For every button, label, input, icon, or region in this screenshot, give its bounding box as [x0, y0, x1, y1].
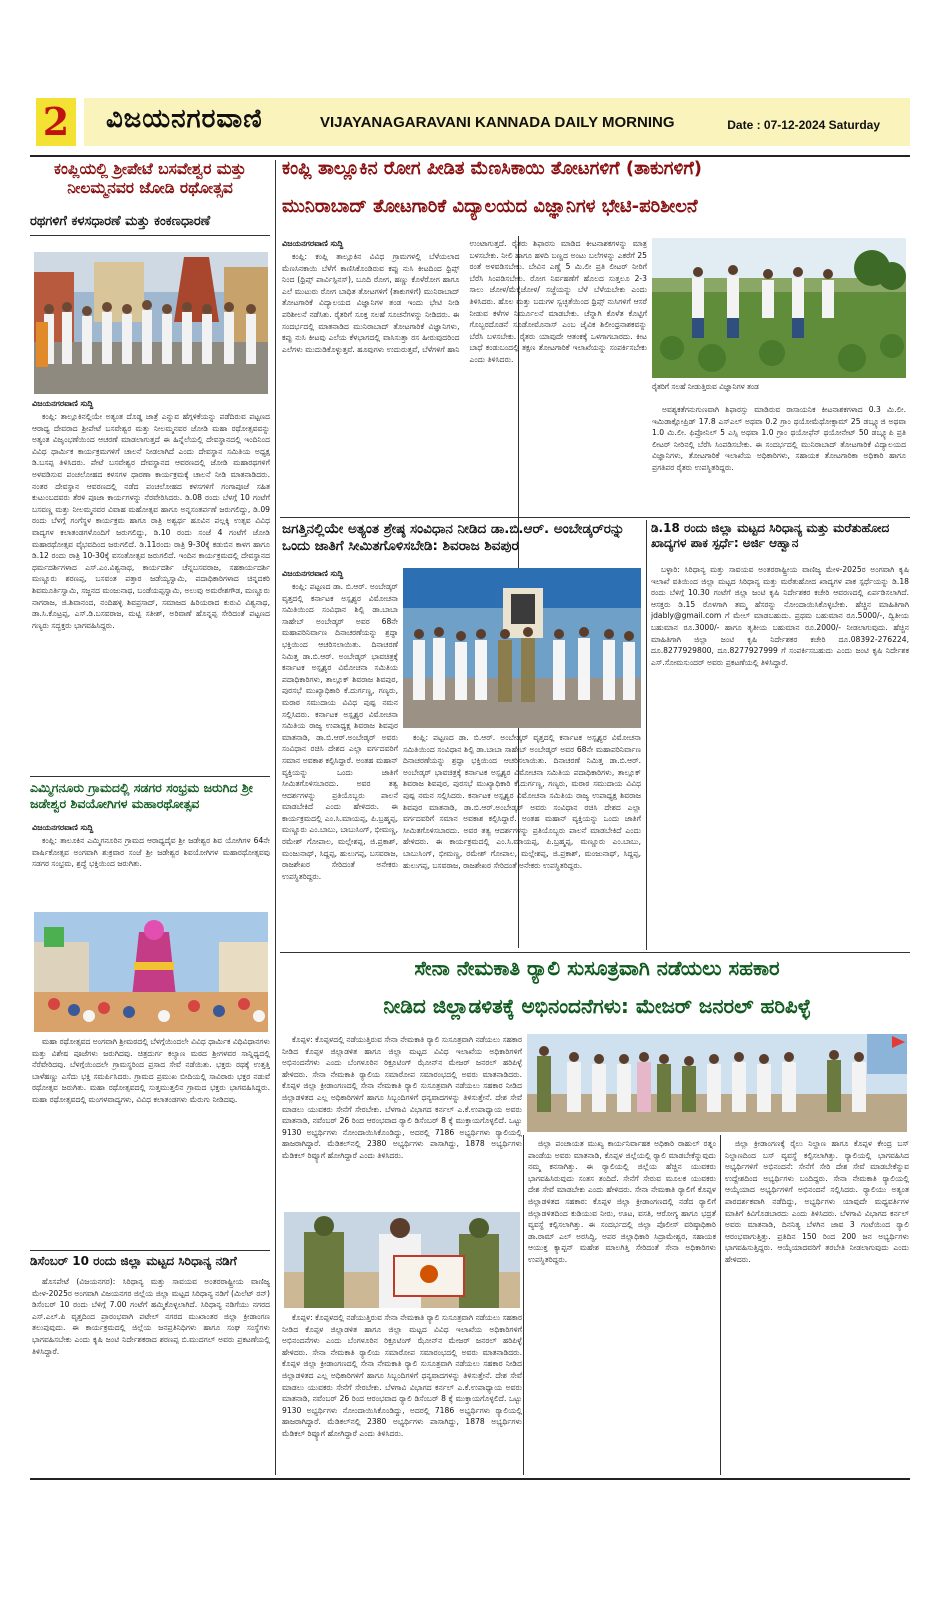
masthead-title-kannada: ವಿಜಯನಗರವಾಣಿ — [106, 104, 263, 134]
story7-body-right-block — [725, 1138, 909, 1474]
story1-headline: ಕಂಪ್ಲಿಯಲ್ಲಿ ಶ್ರೀಪೇಟೆ ಬಸವೇಶ್ವರ ಮತ್ತು ನೀಲಮ್ಮನವರ ಜೋಡಿ ರಥೋತ್ಸವ — [54, 160, 246, 198]
story7-headline-line2: ನೀಡಿದ ಜಿಲ್ಲಾಡಳಿತಕ್ಕೆ ಅಭಿನಂದನೆಗಳು: ಮೇಜರ್ ಜನರಲ್ ಹರಿಪಿಳ್ಳೆ — [383, 994, 811, 1018]
story4-photo-chilli-field — [652, 238, 906, 378]
story4-body-right-block — [652, 404, 906, 514]
story3-headline: ಡಿಸೆಂಬರ್ 10 ರಂದು ಜಿಲ್ಲಾ ಮಟ್ಟದ ಸಿರಿಧಾನ್ಯ ನಡಿಗೆ — [30, 1254, 237, 1268]
story5-body-continued: ಕಂಪ್ಲಿ: ಪಟ್ಟಣದ ಡಾ. ಬಿ.ಆರ್. ಅಂಬೇಡ್ಕರ್ ವೃತ್ತದಲ್ಲಿ ಕರ್ನಾಟಕ ಅಸ್ಪೃಶ್ಯರ ವಿಮೋಚನಾ ಸಮಿತಿಯಿಂದ ಸಂವಿಧಾನ ಶಿಲ್ಪಿ ಡಾ.ಬಾಬಾ ಸಾಹೇಬ್ ಅಂಬೇಡ್ಕರ್ ಅವರ 68ನೇ ಮಹಾಪರಿನಿರ್ವಾಣ ದಿನಾಚರಣೆಯನ್ನು ಶ್ರದ್ಧಾ ಭಕ್ತಿಯಿಂದ ಆಚರಿಸಲಾಯಿತು. ದಿನಾಚರಣೆ ನಿಮಿತ್ತ ಡಾ.ಬಿ.ಆರ್. ಅಂಬೇಡ್ಕರ್ ಭಾವಚಿತ್ರಕ್ಕೆ ಕರ್ನಾಟಕ ಅಸ್ಪೃಶ್ಯರ ವಿಮೋಚನಾ ಸಮಿತಿಯ ಪದಾಧಿಕಾರಿಗಳು, ತಾಲ್ಲೂಕ್ ಶಿವರಾಜ ಶಿವಪುರ, ಪುರಸಭೆ ಮುಖ್ಯಾಧಿಕಾರಿ ಕೆ.ದುರ್ಗಣ್ಣ, ಗಣ್ಯರು, ಮರಾಠ ಸಮುದಾಯ ವಿವಿಧ ಪುಷ್ಪ ನಮನ ಸಲ್ಲಿಸಿದರು. ಕರ್ನಾಟಕ ಅಸ್ಪೃಶ್ಯರ ವಿಮೋಚನಾ ಸಮಿತಿಯ ರಾಜ್ಯ ಉಪಾಧ್ಯಕ್ಷ ಶಿವರಾಜ ಶಿವಪುರ ಮಾತನಾಡಿ, ಡಾ.ಬಿ.ಆರ್.ಅಂಬೇಡ್ಕರ್ ಅವರು ಸಂವಿಧಾನ ರಚಿಸಿ ದೇಶದ ಎಲ್ಲಾ ವರ್ಗದವರಿಗೆ ಸಮಾನ ಅವಕಾಶ ಕಲ್ಪಿಸಿದ್ದಾರೆ. ಅಂತಹ ಮಹಾನ್ ವ್ಯಕ್ತಿಯನ್ನು ಒಂದು ಜಾತಿಗೆ ಸೀಮಿತಗೊಳಿಸಬಾರದು. ಅವರ ತತ್ವ ಆದರ್ಶಗಳನ್ನು ಪ್ರತಿಯೊಬ್ಬರು ಪಾಲನೆ ಮಾಡಬೇಕಿದೆ ಎಂದು ಹೇಳಿದರು. ಈ ಕಾರ್ಯಕ್ರಮದಲ್ಲಿ ಎಂ.ಸಿ.ಮಾಯಪ್ಪ, ಪಿ.ಬ್ರಹ್ಮಪ್ಪ, ಮಣ್ಣೂರು ಎಂ.ಬಾಬು, ಬಾಬುಸಿಂಗ್, ಭೀಮಣ್ಣ, ರಮೇಶ್ ಗೋಪಾಲ, ಮಲ್ಲೇಶಪ್ಪ, ಜಿ.ಪ್ರಕಾಶ್, ಮಂಜುನಾಥ್, ಸಿದ್ದಪ್ಪ, ಹುಲುಗಪ್ಪ, ಬಸವರಾಜ, ರಾಜಶೇಖರ ಸೇರಿದಂತೆ ಅನೇಕರು ಉಪಸ್ಥಿತರಿದ್ದರು. — [403, 733, 641, 870]
story-divider — [280, 517, 910, 518]
story-divider — [280, 952, 910, 953]
masthead-title-english: VIJAYANAGARAVANI KANNADA DAILY MORNING — [320, 114, 675, 131]
page-bottom-rule — [30, 1478, 910, 1480]
story7-body-block — [282, 1034, 522, 1208]
masthead-rule — [30, 155, 910, 157]
story7-headline-line1: ಸೇನಾ ನೇಮಕಾತಿ ರ್‍ಯಾಲಿ ಸುಸೂತ್ರವಾಗಿ ನಡೆಯಲು ಸಹಕಾರ — [414, 956, 780, 980]
story5-body-left-block — [282, 568, 398, 948]
column-divider — [275, 160, 276, 1475]
column-divider — [720, 1135, 721, 1475]
story-divider — [30, 776, 270, 777]
story-divider — [30, 1250, 270, 1251]
story4-photo-caption: ರೈತರಿಗೆ ಸಲಹೆ ನೀಡುತ್ತಿರುವ ವಿಜ್ಞಾನಿಗಳ ತಂಡ — [652, 382, 759, 391]
story5-body: ಕಂಪ್ಲಿ: ಪಟ್ಟಣದ ಡಾ. ಬಿ.ಆರ್. ಅಂಬೇಡ್ಕರ್ ವೃತ್ತದಲ್ಲಿ ಕರ್ನಾಟಕ ಅಸ್ಪೃಶ್ಯರ ವಿಮೋಚನಾ ಸಮಿತಿಯಿಂದ ಸಂವಿಧಾನ ಶಿಲ್ಪಿ ಡಾ.ಬಾಬಾ ಸಾಹೇಬ್ ಅಂಬೇಡ್ಕರ್ ಅವರ 68ನೇ ಮಹಾಪರಿನಿರ್ವಾಣ ದಿನಾಚರಣೆಯನ್ನು ಶ್ರದ್ಧಾ ಭಕ್ತಿಯಿಂದ ಆಚರಿಸಲಾಯಿತು. ದಿನಾಚರಣೆ ನಿಮಿತ್ತ ಡಾ.ಬಿ.ಆರ್. ಅಂಬೇಡ್ಕರ್ ಭಾವಚಿತ್ರಕ್ಕೆ ಕರ್ನಾಟಕ ಅಸ್ಪೃಶ್ಯರ ವಿಮೋಚನಾ ಸಮಿತಿಯ ಪದಾಧಿಕಾರಿಗಳು, ತಾಲ್ಲೂಕ್ ಶಿವರಾಜ ಶಿವಪುರ, ಪುರಸಭೆ ಮುಖ್ಯಾಧಿಕಾರಿ ಕೆ.ದುರ್ಗಣ್ಣ, ಗಣ್ಯರು, ಮರಾಠ ಸಮುದಾಯ ವಿವಿಧ ಪುಷ್ಪ ನಮನ ಸಲ್ಲಿಸಿದರು. ಕರ್ನಾಟಕ ಅಸ್ಪೃಶ್ಯರ ವಿಮೋಚನಾ ಸಮಿತಿಯ ರಾಜ್ಯ ಉಪಾಧ್ಯಕ್ಷ ಶಿವರಾಜ ಶಿವಪುರ ಮಾತನಾಡಿ, ಡಾ.ಬಿ.ಆರ್.ಅಂಬೇಡ್ಕರ್ ಅವರು ಸಂವಿಧಾನ ರಚಿಸಿ ದೇಶದ ಎಲ್ಲಾ ವರ್ಗದವರಿಗೆ ಸಮಾನ ಅವಕಾಶ ಕಲ್ಪಿಸಿದ್ದಾರೆ. ಅಂತಹ ಮಹಾನ್ ವ್ಯಕ್ತಿಯನ್ನು ಒಂದು ಜಾತಿಗೆ ಸೀಮಿತಗೊಳಿಸಬಾರದು. ಅವರ ತತ್ವ ಆದರ್ಶಗಳನ್ನು ಪ್ರತಿಯೊಬ್ಬರು ಪಾಲನೆ ಮಾಡಬೇಕಿದೆ ಎಂದು ಹೇಳಿದರು. ಈ ಕಾರ್ಯಕ್ರಮದಲ್ಲಿ ಎಂ.ಸಿ.ಮಾಯಪ್ಪ, ಪಿ.ಬ್ರಹ್ಮಪ್ಪ, ಮಣ್ಣೂರು ಎಂ.ಬಾಬು, ಬಾಬುಸಿಂಗ್, ಭೀಮಣ್ಣ, ರಮೇಶ್ ಗೋಪಾಲ, ಮಲ್ಲೇಶಪ್ಪ, ಜಿ.ಪ್ರಕಾಶ್, ಮಂಜುನಾಥ್, ಸಿದ್ದಪ್ಪ, ಹುಲುಗಪ್ಪ, ಬಸವರಾಜ, ರಾಜಶೇಖರ ಸೇರಿದಂತೆ ಅನೇಕರು ಉಪಸ್ಥಿತರಿದ್ದರು. — [282, 582, 398, 881]
story7-body: ಕೊಪ್ಪಳ: ಕೊಪ್ಪಳದಲ್ಲಿ ನಡೆಯುತ್ತಿರುವ ಸೇನಾ ನೇಮಕಾತಿ ರ್‍ಯಾಲಿ ಸುಸೂತ್ರವಾಗಿ ನಡೆಯಲು ಸಹಕಾರ ನೀಡಿದ ಕೊಪ್ಪಳ ಜಿಲ್ಲಾಡಳಿತ ಹಾಗೂ ಜಿಲ್ಲಾ ಮಟ್ಟದ ವಿವಿಧ ಇಲಾಖೆಯ ಅಧಿಕಾರಿಗಳಿಗೆ ಅಭಿನಂದನೆಗಳು ಎಂದು ಬೆಂಗಳೂರಿನ ರಿಕ್ರೂಟಿಂಗ್ ಝೋನ್‌ನ ಮೇಜರ್ ಜನರಲ್ ಹರಿಪಿಳ್ಳೆ ಹೇಳಿದರು. ಸೇನಾ ನೇಮಕಾತಿ ರ್‍ಯಾಲಿಯ ಸಮಾರೋಪ ಸಮಾರಂಭದಲ್ಲಿ ಅವರು ಮಾತನಾಡಿದರು. ಕೊಪ್ಪಳ ಜಿಲ್ಲಾ ಕ್ರೀಡಾಂಗಣದಲ್ಲಿ ಸೇನಾ ನೇಮಕಾತಿ ರ್‍ಯಾಲಿ ಸುಸೂತ್ರವಾಗಿ ನಡೆಯಲು ಸಹಕಾರ ನೀಡಿದ ಜಿಲ್ಲಾಡಳಿತದ ಎಲ್ಲ ಅಧಿಕಾರಿಗಳಿಗೆ ಹಾಗೂ ಸಿಬ್ಬಂದಿಗಳಿಗೆ ಧನ್ಯವಾದಗಳನ್ನು ತಿಳಿಸುತ್ತೇನೆ. ದೇಶ ಸೇವೆ ಮಾಡಲು ಯುವಕರು ಸೇನೆಗೆ ಸೇರಬೇಕು. ಬೆಳಗಾವಿ ವಿಭಾಗದ ಕರ್ನಲ್ ಎ.ಕೆ.ಉಪಾಧ್ಯಾಯ ಅವರು ಮಾತನಾಡಿ, ನವೆಂಬರ್ 26 ರಿಂದ ಆರಂಭವಾದ ರ್‍ಯಾಲಿ ಡಿಸೆಂಬರ್ 8 ಕ್ಕೆ ಮುಕ್ತಾಯಗೊಳ್ಳಲಿದೆ. ಒಟ್ಟು 9130 ಅಭ್ಯರ್ಥಿಗಳು ನೋಂದಾಯಿಸಿಕೊಂಡಿದ್ದು, ಅದರಲ್ಲಿ 7186 ಅಭ್ಯರ್ಥಿಗಳು ರ್‍ಯಾಲಿಯಲ್ಲಿ ಹಾಜರಾಗಿದ್ದಾರೆ. ಮೆಡಿಕಲ್‌ನಲ್ಲಿ 2380 ಅಭ್ಯರ್ಥಿಗಳು ಪಾಸಾಗಿದ್ದು, 1878 ಅಭ್ಯರ್ಥಿಗಳು ಮೆಡಿಕಲ್ ರಿವ್ಯೂಗೆ ಹೋಗಿದ್ದಾರೆ ಎಂದು ತಿಳಿಸಿದರು. — [282, 1035, 522, 1160]
story2-headline: ಎಮ್ಮಿಗನೂರು ಗ್ರಾಮದಲ್ಲಿ ಸಡಗರ ಸಂಭ್ರಮ ಜರುಗಿದ ಶ್ರೀ ಜಡೇಶ್ವರ ಶಿವಯೋಗಿಗಳ ಮಹಾರಥೋತ್ಸವ — [30, 780, 253, 811]
story3-body-block — [32, 1276, 270, 1474]
story5-photo-tribute — [403, 568, 641, 728]
story6-body-block — [651, 564, 909, 948]
story1-photo-chariot-ceremony — [34, 252, 268, 394]
story2-body: ಕಂಪ್ಲಿ: ತಾಲೂಕಿನ ಎಮ್ಮಿಗನೂರಿನ ಗ್ರಾಮದ ಆರಾಧ್ಯದೈವ ಶ್ರೀ ಜಡೇಶ್ವರ ಶಿವ ಯೋಗಿಗಳ 64ನೇ ವಾರ್ಷಿಕೋತ್ಸವ ಅಂಗವಾಗಿ ಶುಕ್ರವಾರ ಸಂಜೆ ಶ್ರೀ ಜಡೇಶ್ವರ ಶಿವಯೋಗಿಗಳ ಮಹಾರಥೋತ್ಸವವು ಸಡಗರ ಸಂಭ್ರಮ, ಶ್ರದ್ಧೆ ಭಕ್ತಿಯಿಂದ ಜರುಗಿತು. — [32, 836, 270, 869]
masthead-date: Date : 07-12-2024 Saturday — [727, 118, 880, 132]
story5-body-right-block — [403, 732, 641, 948]
story2-body-block — [32, 822, 270, 906]
story7-body-continued: ಕೊಪ್ಪಳ: ಕೊಪ್ಪಳದಲ್ಲಿ ನಡೆಯುತ್ತಿರುವ ಸೇನಾ ನೇಮಕಾತಿ ರ್‍ಯಾಲಿ ಸುಸೂತ್ರವಾಗಿ ನಡೆಯಲು ಸಹಕಾರ ನೀಡಿದ ಕೊಪ್ಪಳ ಜಿಲ್ಲಾಡಳಿತ ಹಾಗೂ ಜಿಲ್ಲಾ ಮಟ್ಟದ ವಿವಿಧ ಇಲಾಖೆಯ ಅಧಿಕಾರಿಗಳಿಗೆ ಅಭಿನಂದನೆಗಳು ಎಂದು ಬೆಂಗಳೂರಿನ ರಿಕ್ರೂಟಿಂಗ್ ಝೋನ್‌ನ ಮೇಜರ್ ಜನರಲ್ ಹರಿಪಿಳ್ಳೆ ಹೇಳಿದರು. ಸೇನಾ ನೇಮಕಾತಿ ರ್‍ಯಾಲಿಯ ಸಮಾರೋಪ ಸಮಾರಂಭದಲ್ಲಿ ಅವರು ಮಾತನಾಡಿದರು. ಕೊಪ್ಪಳ ಜಿಲ್ಲಾ ಕ್ರೀಡಾಂಗಣದಲ್ಲಿ ಸೇನಾ ನೇಮಕಾತಿ ರ್‍ಯಾಲಿ ಸುಸೂತ್ರವಾಗಿ ನಡೆಯಲು ಸಹಕಾರ ನೀಡಿದ ಜಿಲ್ಲಾಡಳಿತದ ಎಲ್ಲ ಅಧಿಕಾರಿಗಳಿಗೆ ಹಾಗೂ ಸಿಬ್ಬಂದಿಗಳಿಗೆ ಧನ್ಯವಾದಗಳನ್ನು ತಿಳಿಸುತ್ತೇನೆ. ದೇಶ ಸೇವೆ ಮಾಡಲು ಯುವಕರು ಸೇನೆಗೆ ಸೇರಬೇಕು. ಬೆಳಗಾವಿ ವಿಭಾಗದ ಕರ್ನಲ್ ಎ.ಕೆ.ಉಪಾಧ್ಯಾಯ ಅವರು ಮಾತನಾಡಿ, ನವೆಂಬರ್ 26 ರಿಂದ ಆರಂಭವಾದ ರ್‍ಯಾಲಿ ಡಿಸೆಂಬರ್ 8 ಕ್ಕೆ ಮುಕ್ತಾಯಗೊಳ್ಳಲಿದೆ. ಒಟ್ಟು 9130 ಅಭ್ಯರ್ಥಿಗಳು ನೋಂದಾಯಿಸಿಕೊಂಡಿದ್ದು, ಅದರಲ್ಲಿ 7186 ಅಭ್ಯರ್ಥಿಗಳು ರ್‍ಯಾಲಿಯಲ್ಲಿ ಹಾಜರಾಗಿದ್ದಾರೆ. ಮೆಡಿಕಲ್‌ನಲ್ಲಿ 2380 ಅಭ್ಯರ್ಥಿಗಳು ಪಾಸಾಗಿದ್ದು, 1878 ಅಭ್ಯರ್ಥಿಗಳು ಮೆಡಿಕಲ್ ರಿವ್ಯೂಗೆ ಹೋಗಿದ್ದಾರೆ ಎಂದು ತಿಳಿಸಿದರು. — [282, 1313, 522, 1438]
story6-body: ಬಳ್ಳಾರಿ: ಸಿರಿಧಾನ್ಯ ಮತ್ತು ಸಾವಯವ ಅಂತರರಾಷ್ಟ್ರೀಯ ವಾಣಿಜ್ಯ ಮೇಳ-2025ರ ಅಂಗವಾಗಿ ಕೃಷಿ ಇಲಾಖೆ ವತಿಯಿಂದ ಜಿಲ್ಲಾ ಮಟ್ಟದ ಸಿರಿಧಾನ್ಯ ಮತ್ತು ಮರೆತುಹೋದ ಖಾದ್ಯಗಳ ಪಾಕ ಸ್ಪರ್ಧೆಯನ್ನು ಡಿ.18 ರಂದು ಬೆಳಿಗ್ಗೆ 10.30 ಗಂಟೆಗೆ ಜಿಲ್ಲಾ ಜಂಟಿ ಕೃಷಿ ನಿರ್ದೇಶಕರ ಕಚೇರಿ ಆವರಣದಲ್ಲಿ ಏರ್ಪಡಿಸಲಾಗಿದೆ. ಆಸಕ್ತರು ಡಿ.15 ರೊಳಗಾಗಿ ತಮ್ಮ ಹೆಸರನ್ನು ನೋಂದಾಯಿಸಿಕೊಳ್ಳಬೇಕು. ಹೆಚ್ಚಿನ ಮಾಹಿತಿಗಾಗಿ jdably@gmail.com ಗೆ ಮೇಲ್ ಮಾಡಬಹುದು. ಪ್ರಥಮ ಬಹುಮಾನ ರೂ.5000/-, ದ್ವಿತೀಯ ಬಹುಮಾನ ರೂ.3000/- ಹಾಗೂ ತೃತೀಯ ಬಹುಮಾನ ರೂ.2000/- ನೀಡಲಾಗುವುದು. ಹೆಚ್ಚಿನ ಮಾಹಿತಿಗಾಗಿ ಜಿಲ್ಲಾ ಜಂಟಿ ಕೃಷಿ ನಿರ್ದೇಶಕರ ಕಚೇರಿ ದೂ.08392-276224, ದೂ.8277929800, ದೂ.8277927999 ಗೆ ಸಂಪರ್ಕಿಸಬಹುದು ಎಂದು ಜಂಟಿ ಕೃಷಿ ನಿರ್ದೇಶಕ ಎಸ್.ಸೋಮಸುಂದರ್ ಅವರು ಪ್ರಕಟಣೆಯಲ್ಲಿ ತಿಳಿಸಿದ್ದಾರೆ. — [651, 565, 909, 667]
column-divider — [646, 520, 647, 950]
story7-photo-felicitation — [284, 1212, 520, 1308]
story6-headline: ಡಿ.18 ರಂದು ಜಿಲ್ಲಾ ಮಟ್ಟದ ಸಿರಿಧಾನ್ಯ ಮತ್ತು ಮರೆತುಹೋದ ಖಾದ್ಯಗಳ ಪಾಕ ಸ್ಪರ್ಧೆ: ಅರ್ಜಿ ಆಹ್ವಾನ — [651, 521, 890, 550]
story7-body-mid: ಜಿಲ್ಲಾ ಪಂಚಾಯತ ಮುಖ್ಯ ಕಾರ್ಯನಿರ್ವಾಹಕ ಅಧಿಕಾರಿ ರಾಹುಲ್ ರತ್ನಂ ಪಾಂಡೆಯ ಅವರು ಮಾತನಾಡಿ, ಕೊಪ್ಪಳ ಜಿಲ್ಲೆಯಲ್ಲಿ ರ್‍ಯಾಲಿ ಮಾಡಬೇಕೆನ್ನುವುದು ನಮ್ಮ ಕನಸಾಗಿತ್ತು. ಈ ರ್‍ಯಾಲಿಯಲ್ಲಿ ಜಿಲ್ಲೆಯ ಹೆಚ್ಚಿನ ಯುವಕರು ಭಾಗವಹಿಸಿರುವುದು ಸಂತಸ ತಂದಿದೆ. ಸೇನೆಗೆ ಸೇರುವ ಮೂಲಕ ಯುವಕರು ದೇಶ ಸೇವೆ ಮಾಡಬೇಕು ಎಂದು ಹೇಳಿದರು. ಸೇನಾ ನೇಮಕಾತಿ ರ್‍ಯಾಲಿಗೆ ಕೊಪ್ಪಳ ಜಿಲ್ಲಾಡಳಿತದ ಸಹಕಾರ: ಕೊಪ್ಪಳ ಜಿಲ್ಲಾ ಕ್ರೀಡಾಂಗಣದಲ್ಲಿ ನಡೆದ ರ್‍ಯಾಲಿಗೆ ಜಿಲ್ಲಾಡಳಿತದಿಂದ ಕುಡಿಯುವ ನೀರು, ಊಟ, ವಸತಿ, ಆರೋಗ್ಯ ಹಾಗೂ ಭದ್ರತೆ ವ್ಯವಸ್ಥೆ ಕಲ್ಪಿಸಲಾಗಿತ್ತು. ಈ ಸಂದರ್ಭದಲ್ಲಿ ಜಿಲ್ಲಾ ಪೊಲೀಸ್ ವರಿಷ್ಠಾಧಿಕಾರಿ ಡಾ.ರಾಮ್ ಎಲ್ ಅರಸಿದ್ಧಿ, ಅಪರ ಜಿಲ್ಲಾಧಿಕಾರಿ ಸಿದ್ರಾಮೇಶ್ವರ, ಸಹಾಯಕ ಆಯುಕ್ತ ಕ್ಯಾಪ್ಟನ್ ಮಹೇಶ ಮಾಲಗಿತ್ತಿ ಸೇರಿದಂತೆ ಸೇನಾ ಅಧಿಕಾರಿಗಳು ಉಪಸ್ಥಿತರಿದ್ದರು. — [528, 1139, 716, 1264]
column-divider — [523, 1135, 524, 1475]
story4-body-right: ಅವಶ್ಯಕತೆಗನುಗುಣವಾಗಿ ಶಿಫಾರಸ್ಸು ಮಾಡಿರುವ ರಾಸಾಯನಿಕ ಕೀಟನಾಶಕಗಳಾದ 0.3 ಮಿ.ಲೀ. ಇಮಿಡಾಕ್ಲೋಪ್ರಿಡ್ 17.8 ಎಸ್ಎಲ್ ಅಥವಾ 0.2 ಗ್ರಾಂ ಥಯೋಮೆಥೋಕ್ಸಾಮ್ 25 ಡಬ್ಲ್ಯೂಜಿ ಅಥವಾ 1.0 ಮಿ.ಲೀ. ಫಿಪ್ರೋನಿಲ್ 5 ಎಸ್ಸಿ ಅಥವಾ 1.0 ಗ್ರಾಂ ಥಯೋಫೆನ್ ಥಯೋನೇಟ್ 50 ಡಬ್ಲ್ಯೂಪಿ ಪ್ರತಿ ಲೀಟರ್ ನೀರಿನಲ್ಲಿ ಬೆರೆಸಿ ಸಿಂಪಡಿಸಬೇಕು. ಈ ಸಂದರ್ಭದಲ್ಲಿ ಮುನಿರಾಬಾದ್ ತೋಟಗಾರಿಕೆ ವಿದ್ಯಾಲಯದ ವಿಜ್ಞಾನಿಗಳು, ತೋಟಗಾರಿಕೆ ಇಲಾಖೆಯ ಅಧಿಕಾರಿಗಳು, ಸಹಾಯಕ ತೋಟಗಾರಿಕಾ ಅಧಿಕಾರಿ ಹಾಗೂ ಪ್ರಗತಿಪರ ರೈತರು ಉಪಸ್ಥಿತರಿದ್ದರು. — [652, 405, 906, 472]
story5-headline: ಜಗತ್ತಿನಲ್ಲಿಯೇ ಅತ್ಯಂತ ಶ್ರೇಷ್ಠ ಸಂವಿಧಾನ ನೀಡಿದ ಡಾ.ಬಿ.ಆರ್. ಅಂಬೇಡ್ಕರ್‌ರನ್ನು ಒಂದು ಜಾತಿಗೆ ಸೀಮಿತಗೊಳಿಸಬೇಡಿ: ಶಿವರಾಜ ಶಿವಪುರ — [282, 521, 625, 554]
story1-dateline: ವಿಜಯನಗರವಾಣಿ ಸುದ್ದಿ — [32, 399, 94, 408]
story1-subhead: ರಥಗಳಿಗೆ ಕಳಸಧಾರಣೆ ಮತ್ತು ಕಂಕಣಧಾರಣೆ — [30, 214, 270, 236]
story7-body-right: ಜಿಲ್ಲಾ ಕ್ರೀಡಾಂಗಣಕ್ಕೆ ರೈಲು ನಿಲ್ದಾಣ ಹಾಗೂ ಕೊಪ್ಪಳ ಕೇಂದ್ರ ಬಸ್ ನಿಲ್ದಾಣದಿಂದ ಬಸ್ ವ್ಯವಸ್ಥೆ ಕಲ್ಪಿಸಲಾಗಿತ್ತು. ರ್‍ಯಾಲಿಯಲ್ಲಿ ಭಾಗವಹಿಸಿದ ಅಭ್ಯರ್ಥಿಗಳಿಗೆ ಅಭಿನಂದನೆ: ಸೇನೆಗೆ ಸೇರಿ ದೇಶ ಸೇವೆ ಮಾಡಬೇಕೆನ್ನುವ ಉದ್ದೇಶದಿಂದ ಅಭ್ಯರ್ಥಿಗಳು ಬಂದಿದ್ದರು. ಸೇನಾ ನೇಮಕಾತಿ ರ್‍ಯಾಲಿಯಲ್ಲಿ ಆಯ್ಕೆಯಾದ ಅಭ್ಯರ್ಥಿಗಳಿಗೆ ಅಭಿನಂದನೆ ಸಲ್ಲಿಸಿದರು. ರ್‍ಯಾಲಿಯು ಅತ್ಯಂತ ಪಾರದರ್ಶಕವಾಗಿ ನಡೆದಿದ್ದು, ಅಭ್ಯರ್ಥಿಗಳು ಯಾವುದೇ ಮಧ್ಯವರ್ತಿಗಳ ಮಾತಿಗೆ ಕಿವಿಗೊಡಬಾರದು ಎಂದು ತಿಳಿಸಿದರು. ಬೆಳಗಾವಿ ವಿಭಾಗದ ಕರ್ನಲ್ ಅವರು ಮಾತನಾಡಿ, ದಿನನಿತ್ಯ ಬೆಳಗಿನ ಜಾವ 3 ಗಂಟೆಯಿಂದ ರ್‍ಯಾಲಿ ಆರಂಭವಾಗುತ್ತಿತ್ತು. ಪ್ರತಿದಿನ 150 ರಿಂದ 200 ಜನ ಅಭ್ಯರ್ಥಿಗಳು ಭಾಗವಹಿಸುತ್ತಿದ್ದರು. ಆಯ್ಕೆಯಾದವರಿಗೆ ತರಬೇತಿ ನೀಡಲಾಗುವುದು ಎಂದು ಹೇಳಿದರು. — [725, 1139, 909, 1264]
story2-body2: ಮಹಾ ರಥೋತ್ಸವದ ಅಂಗವಾಗಿ ಶ್ರೀಮಠದಲ್ಲಿ ಬೆಳಗ್ಗೆಯಿಂದಲೇ ವಿವಿಧ ಧಾರ್ಮಿಕ ವಿಧಿವಿಧಾನಗಳು ಮತ್ತು ವಿಶೇಷ ಪೂಜೆಗಳು ಜರುಗಿದವು. ಚಿತ್ರದುರ್ಗ ಕಲ್ಯಾಣ ಮಠದ ಶ್ರೀಗಳವರ ಸಾನ್ನಿಧ್ಯದಲ್ಲಿ ನೆರೆವೇರಿದವು. ಬೆಳಗ್ಗೆಯಿಂದಲೇ ಗ್ರಾಮಸ್ಥರಿಂದ ಪ್ರಸಾದ ಸೇವೆ ನಡೆಯಿತು. ಭಕ್ತರು ರಥಕ್ಕೆ ಉತ್ತತ್ತಿ ಬಾಳೆಹಣ್ಣು ಎಸೆದು ಭಕ್ತಿ ಸಮರ್ಪಿಸಿದರು. ಗ್ರಾಮದ ಪ್ರಮುಖ ಬೀದಿಯಲ್ಲಿ ಸಾವಿರಾರು ಭಕ್ತರ ನಡುವೆ ರಥೋತ್ಸವ ಜರುಗಿತು. ಮಹಾ ರಥೋತ್ಸವದಲ್ಲಿ ಸುತ್ತಮುತ್ತಲಿನ ಗ್ರಾಮದ ಭಕ್ತರು ಭಾಗವಹಿಸಿದ್ದರು. ಮಹಾ ರಥೋತ್ಸವದಲ್ಲಿ ಮಂಗಳವಾದ್ಯಗಳು, ವಿವಿಧ ಕಲಾತಂಡಗಳು ಮೆರುಗು ನೀಡಿದವು. — [32, 1037, 270, 1104]
page-number: 2 — [36, 98, 76, 146]
story4-headline-line1: ಕಂಪ್ಲಿ ತಾಲ್ಲೂಕಿನ ರೋಗ ಪೀಡಿತ ಮೆಣಸಿಕಾಯಿ ತೋಟಗಳಿಗೆ (ತಾಕುಗಳಿಗೆ) — [282, 158, 703, 179]
story1-body-block — [32, 398, 270, 770]
story1-body: ಕಂಪ್ಲಿ: ತಾಲ್ಲೂಕಿನಲ್ಲಿಯೇ ಅತ್ಯಂತ ದೊಡ್ಡ ಜಾತ್ರೆ ಎನ್ನುವ ಹೆಗ್ಗಳಿಕೆಯನ್ನು ಪಡೆದಿರುವ ಪಟ್ಟಣದ ಆರಾಧ್ಯ ದೇವರಾದ ಶ್ರೀಪೇಟೆ ಬಸವೇಶ್ವರ ಮತ್ತು ನೀಲಮ್ಮನವರ ಜೋಡಿ ಮಹಾ ರಥೋತ್ಸವವನ್ನು ಅತ್ಯಂತ ವಿಜೃಂಭಣೆಯಿಂದ ಆಚರಣೆ ಮಾಡಲಾಗುತ್ತದೆ ಈ ಹಿನ್ನೆಲೆಯಲ್ಲಿ ದೇವಸ್ಥಾನದಲ್ಲಿ ಇಂದಿನಿಂದ ವಿವಿಧ ಧಾರ್ಮಿಕ ಕಾರ್ಯಕ್ರಮಗಳಿಗೆ ಚಾಲನೆ ನೀಡಲಾಗಿದೆ ಎಂದು ದೇವಸ್ಥಾನ ಸಮಿತಿಯ ಅಧ್ಯಕ್ಷ ಡಿ.ಬಸಪ್ಪ ತಿಳಿಸಿದರು. ಪೇಟೆ ಬಸವೇಶ್ವರ ದೇವಸ್ಥಾನದ ಆವರಣದಲ್ಲಿ ಜೋಡಿ ಮಹಾರಥಗಳಿಗೆ ಅಳವಡಿಸುವ ಪಂಚಲೋಹದ ಕಳಸಗಳ ಧಾರಣಾ ಕಾರ್ಯಕ್ರಮಕ್ಕೆ ಚಾಲನೆ ನೀಡಿ ಮಾತನಾಡಿದರು. ನಂತರ ದೇವಸ್ಥಾನ ಆವರಣದಲ್ಲಿ ನಡೆದ ಪಂಚಲೋಹದ ಕಳಸಗಳಿಗೆ ಗಂಗಾಪೂಜೆ ಸಹಿತ ಕುಟುಂಬದವರು ತೆರಳಿ ಪೂಜಾ ಕಾರ್ಯಗಳನ್ನು ನೆರವೇರಿಸಿದರು. ಡಿ.08 ರಂದು ಬೆಳಗ್ಗೆ 10 ಗಂಟೆಗೆ ಬಸವಣ್ಣ ಮತ್ತು ನೀಲಮ್ಮನವರ ವಿವಾಹ ಮಹೋತ್ಸವ ಹಾಗೂ ಅನ್ನಸಂತರ್ಪಣೆ ಜರುಗಲಿದ್ದು, ಡಿ.09 ರಂದು ಬೆಳಗ್ಗೆ ಗಂಗೆಸ್ಥಳ ಕಾರ್ಯಕ್ರಮ ಹಾಗೂ ರಾತ್ರಿ ಅಶ್ವರ್ಥ ಹೂವಿನ ಪಲ್ಲಕ್ಕಿ ಉತ್ಸವ ವಿವಿಧ ವಾದ್ಯಗಳ ಕಲಾತಂಡಗಳೊಂದಿಗೆ ಜರುಗಲಿದ್ದು, ಡಿ.10 ರಂದು ಸಂಜೆ 4 ಗಂಟೆಗೆ ಜೋಡಿ ಮಹಾರಥೋತ್ಸವ ವೈಭವದಿಂದ ಜರುಗಲಿದೆ. ಡಿ.11ರಂದು ರಾತ್ರಿ 9-30ಕ್ಕೆ ಕಡುಬಿನ ಕಾಳಗ ಹಾಗೂ ಡಿ.12 ರಂದು ರಾತ್ರಿ 10-30ಕ್ಕೆ ವಸಂತೋತ್ಸವ ಜರುಗಲಿದೆ. ಇಂದಿನ ಕಾರ್ಯಕ್ರಮದಲ್ಲಿ ದೇವಸ್ಥಾನದ ಧರ್ಮದರ್ಶಿಗಳಾದ ಎಸ್.ಎಂ.ವಿಶ್ವನಾಥ, ಕಾರ್ಯದರ್ಶಿ ಚೆನ್ನಬಸವರಾಜ, ಸಹಕಾರ್ಯದರ್ಶಿ ಮಣ್ಣೂರು ಶರಣಪ್ಪ, ಬಸವಂತ ಪತ್ತಾರ ಜಡೆಯ್ಯಸ್ವಾಮಿ, ಪದಾಧಿಕಾರಿಗಳಾದ ಚಿನ್ನದಕರಿ ಶಿವಮೂರ್ತಿಸ್ವಾಮಿ, ಸಜ್ಜನದ ಮಂಜುನಾಥ, ಬಂಡೆಯಪ್ಪಸ್ವಾಮಿ, ಅಲುವು ಅಮರೇಶಗೌಡ, ಮಣ್ಣೂರು ನಾಗರಾಜ, ಜಿ.ಶಿವಾನಂದ, ನಂದಿಹಳ್ಳಿ ಶಿವಪ್ರಸಾದ್, ಸಮಾಜದ ಹಿರಿಯರಾದ ಕುರುವಿ ವಿಶ್ವನಾಥ, ಡಾ.ಸಿ.ಕೊಟ್ರಪ್ಪ, ಎಸ್.ಡಿ.ಬಸವರಾಜ, ಮಟ್ಟಿ ಸತೀಶ್, ಅರಿವಾಣೆ ಹೊನ್ನಪ್ಪ ಸೇರಿದಂತೆ ಪಟ್ಟಣದ ಗಣ್ಯರು ಸದ್ಭಕ್ತರು ಭಾಗವಹಿಸಿದ್ದರು. — [32, 412, 270, 630]
story4-dateline: ವಿಜಯನಗರವಾಣಿ ಸುದ್ದಿ — [282, 239, 344, 248]
story4-headline-line2: ಮುನಿರಾಬಾದ್ ತೋಟಗಾರಿಕೆ ವಿದ್ಯಾಲಯದ ವಿಜ್ಞಾನಿಗಳ ಭೇಟಿ-ಪರಿಶೀಲನೆ — [282, 196, 698, 217]
story7-photo-group — [527, 1034, 907, 1132]
masthead — [84, 98, 910, 146]
story7-body-continued-block — [282, 1312, 522, 1474]
story2-photo-rathotsava — [34, 912, 268, 1032]
story7-body-mid-block — [528, 1138, 716, 1474]
story4-body-block — [282, 238, 647, 514]
story3-body: ಹೊಸಪೇಟೆ (ವಿಜಯನಗರ): ಸಿರಿಧಾನ್ಯ ಮತ್ತು ಸಾವಯವ ಅಂತರರಾಷ್ಟ್ರೀಯ ವಾಣಿಜ್ಯ ಮೇಳ-2025ರ ಅಂಗವಾಗಿ ವಿಜಯನಗರ ಜಿಲ್ಲೆಯ ಜಿಲ್ಲಾ ಮಟ್ಟದ ಸಿರಿಧಾನ್ಯ ನಡಿಗೆ (ಮಿಲೆಟ್ ರನ್) ಡಿಸೆಂಬರ್ 10 ರಂದು ಬೆಳಿಗ್ಗೆ 7.00 ಗಂಟೆಗೆ ಹಮ್ಮಿಕೊಳ್ಳಲಾಗಿದೆ. ಸಿರಿಧಾನ್ಯ ನಡಿಗೆಯು ನಗರದ ಎಸ್.ಎಲ್.ಪಿ ವೃತ್ತದಿಂದ ಪ್ರಾರಂಭವಾಗಿ ಪಟೇಲ್ ನಗರದ ಮುಖಾಂತರ ಜಿಲ್ಲಾ ಕ್ರೀಡಾಂಗಣ ತಲುಪುವುದು. ಈ ಕಾರ್ಯಕ್ರಮದಲ್ಲಿ ಜಿಲ್ಲೆಯ ಜನಪ್ರತಿನಿಧಿಗಳು ಹಾಗೂ ಸಂಘ ಸಂಸ್ಥೆಗಳು ಭಾಗವಹಿಸಬೇಕು ಎಂದು ಕೃಷಿ ಜಂಟಿ ನಿರ್ದೇಶಕರಾದ ಶರಣಪ್ಪ ಬಿ.ಮುದಗಲ್ ಅವರು ಪ್ರಕಟಣೆಯಲ್ಲಿ ತಿಳಿಸಿದ್ದಾರೆ. — [32, 1277, 270, 1356]
story4-body: ಕಂಪ್ಲಿ: ಕಂಪ್ಲಿ ತಾಲ್ಲೂಕಿನ ವಿವಿಧ ಗ್ರಾಮಗಳಲ್ಲಿ ಬೆಳೆಯಲಾದ ಮೆಣಸಿನಕಾಯಿ ಬೆಳೆಗೆ ಕಾಣಿಸಿಕೊಂಡಿರುವ ಕಪ್ಪು ನುಸಿ ಕೀಟದಿಂದ ಥ್ರಿಪ್ಸ್‌ ನಿಂದ (ಥ್ರಿಪ್ಸ್ ಪಾರ್ವಿಸ್ಪಿನಸ್), ಬೂದಿ ರೋಗ, ಹಣ್ಣು ಕೊಳೆರೋಗ ಹಾಗೂ ಎಲೆ ಮುಟುರು ರೋಗ ಬಾಧಿತ ತೋಟಗಳಿಗೆ (ತಾಕುಗಳಿಗೆ) ಮುನಿರಾಬಾದ್ ತೋಟಗಾರಿಕೆ ವಿದ್ಯಾಲಯದ ವಿಜ್ಞಾನಿಗಳ ತಂಡ ಇಂದು ಭೇಟಿ ನೀಡಿ ಪರಿಶೀಲನೆ ನಡೆಸಿತು. ರೈತರಿಗೆ ಸೂಕ್ತ ಸಲಹೆ ಸೂಚನೆಗಳನ್ನು ನೀಡಿದರು. ಈ ಸಂದರ್ಭದಲ್ಲಿ ಮಾತನಾಡಿದ ಮುನಿರಾಬಾದ್ ತೋಟಗಾರಿಕೆ ವಿಜ್ಞಾನಿಗಳು, ಕಪ್ಪು ನುಸಿ ಕೀಟವು ಎಲೆಯ ಕೆಳಭಾಗದಲ್ಲಿ ವಾಸಿಸುತ್ತಾ ರಸ ಹೀರುವುದರಿಂದ ಎಲೆಗಳು ಮುದುಡಿಕೊಳ್ಳುತ್ತವೆ. ಹೂವುಗಳು ಉದುರುತ್ತವೆ, ಬೆಳೆಗಳಿಗೆ ಹಾನಿ ಉಂಟಾಗುತ್ತದೆ. ರೈತರು ಶಿಫಾರಸು ಮಾಡಿದ ಕೀಟನಾಶಕಗಳನ್ನು ಮಾತ್ರ ಬಳಸಬೇಕು. ನೀಲಿ ಹಾಗೂ ಹಳದಿ ಬಣ್ಣದ ಅಂಟು ಬಲೆಗಳನ್ನು ಎಕರೆಗೆ 25 ರಂತೆ ಅಳವಡಿಸಬೇಕು. ಬೇವಿನ ಎಣ್ಣೆ 5 ಮಿ.ಲೀ ಪ್ರತಿ ಲೀಟರ್ ನೀರಿಗೆ ಬೆರೆಸಿ ಸಿಂಪಡಿಸಬೇಕು. ರೋಗ ನಿರ್ವಹಣೆಗೆ ಹೊಲದ ಸುತ್ತಲೂ 2-3 ಸಾಲು ಜೋಳ/ಮೆಕ್ಕೆಜೋಳ/ ಸಜ್ಜೆಯನ್ನು ಬೆಳೆ ಬೆಳೆಯಬೇಕು ಎಂದು ತಿಳಿಸಿದರು. ಹೊಲ ಮತ್ತು ಬದುಗಳ ಸ್ವಚ್ಛತೆಯಿಂದ ಥ್ರಿಪ್ಸ್ ನುಸಿಗಳಿಗೆ ಆಸರೆ ನೀಡುವ ಕಳೆಗಳ ನಿರ್ಮೂಲನೆ ಮಾಡಬೇಕು. ಚೆನ್ನಾಗಿ ಕೊಳೆತ ಕೊಟ್ಟಿಗೆ ಗೊಬ್ಬರದೊಡನೆ ಸೂಡೋಮೊನಾಸ್ ಎಂಬ ಜೈವಿಕ ಶಿಲೀಂಧ್ರನಾಶಕವನ್ನು ಬೆರೆಸಿ ಬಳಸಬೇಕು. ರೈತರು ಯಾವುದೇ ಆತಂಕಕ್ಕೆ ಒಳಗಾಗಬಾರದು. ಕೀಟ ಬಾಧೆ ಕಂಡುಬಂದಲ್ಲಿ ತಕ್ಷಣ ತೋಟಗಾರಿಕೆ ಇಲಾಖೆಯನ್ನು ಸಂಪರ್ಕಿಸಬೇಕು ಎಂದು ತಿಳಿಸಿದರು. — [282, 239, 647, 364]
story2-dateline: ವಿಜಯನಗರವಾಣಿ ಸುದ್ದಿ — [32, 823, 94, 832]
story5-dateline: ವಿಜಯನಗರವಾಣಿ ಸುದ್ದಿ — [282, 569, 344, 578]
story2-body2-block — [32, 1036, 270, 1246]
